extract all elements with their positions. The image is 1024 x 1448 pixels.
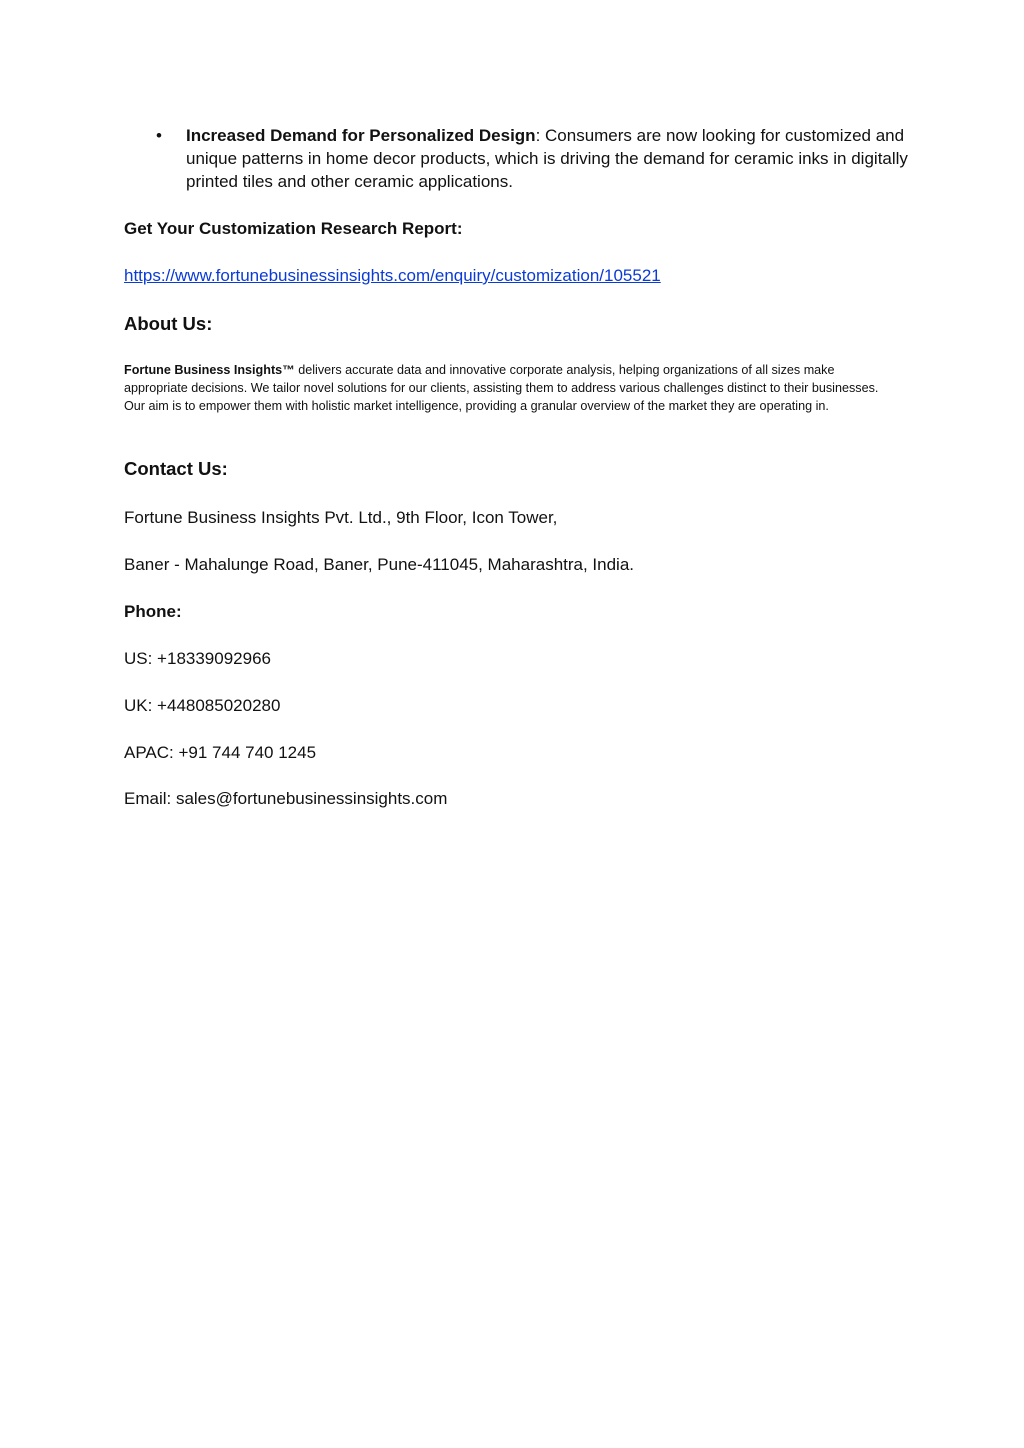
contact-heading: Contact Us: (124, 458, 228, 479)
phone-us: US: +18339092966 (124, 649, 271, 668)
bullet-bold-lead: Increased Demand for Personalized Design (186, 126, 536, 145)
about-company-name: Fortune Business Insights™ (124, 363, 295, 377)
address-line-2: Baner - Mahalunge Road, Baner, Pune-411045, Maharashtra, India. (124, 555, 635, 574)
bullet-list-item (124, 124, 914, 193)
about-heading: About Us: (124, 313, 213, 334)
customization-link[interactable]: https://www.fortunebusinessinsights.com/enquiry/customization/105521 (124, 266, 661, 285)
contact-email: Email: sales@fortunebusinessinsights.com (124, 789, 448, 808)
phone-uk: UK: +448085020280 (124, 696, 281, 715)
bullet-icon: • (156, 126, 162, 145)
address-line-1: Fortune Business Insights Pvt. Ltd., 9th Floor, Icon Tower, (124, 508, 558, 527)
bullet-paragraph (186, 124, 914, 193)
about-body-text: delivers accurate data and innovative corporate analysis, helping organizations of all sizes make appropriate decisions. We tailor novel solutions for our clients, assisting them to address various challenges distinct to their businesses. Our aim is to empower them with holistic market intelligence, providing a granular overview of the market they are operating in. (124, 363, 879, 413)
bullet-body-text: : Consumers are now looking for customized and unique patterns in home decor products, which is driving the demand for ceramic inks in digitally printed tiles and other ceramic applications. (186, 126, 908, 191)
customization-heading: Get Your Customization Research Report: (124, 219, 463, 238)
about-paragraph (124, 361, 894, 415)
phone-apac: APAC: +91 744 740 1245 (124, 743, 317, 762)
phone-label: Phone: (124, 602, 182, 621)
